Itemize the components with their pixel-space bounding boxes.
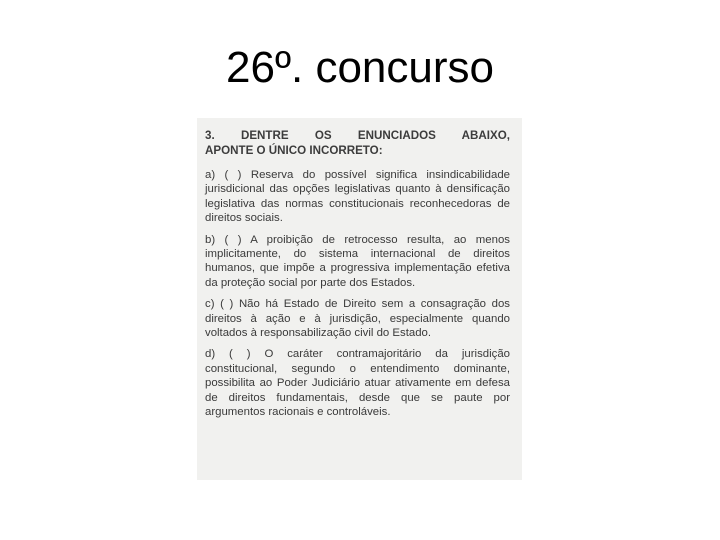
question-header <box>205 128 510 158</box>
scanned-question-image <box>197 118 522 480</box>
question-header-line1: 3. DENTRE OS ENUNCIADOS ABAIXO, <box>205 129 510 142</box>
option-a: a) ( ) Reserva do possível significa insindicabilidade jurisdicional das opções legislativas quanto à densificação legislativa das normas constitucionais reconhecedoras de direitos sociais. <box>205 169 510 225</box>
question-header-line2: APONTE O ÚNICO INCORRETO: <box>205 144 383 157</box>
option-b: b) ( ) A proibição de retrocesso resulta, ao menos implicitamente, do sistema internacional de direitos humanos, que impõe a progressiva implementação efetiva da proteção social por parte dos Estados. <box>205 233 510 289</box>
option-d: d) ( ) O caráter contramajoritário da jurisdição constitucional, segundo o entendimento dominante, possibilita ao Poder Judiciário atuar ativamente em defesa de direitos fundamentais, desde que se paute por argumentos racionais e controláveis. <box>205 348 510 419</box>
option-c: c) ( ) Não há Estado de Direito sem a consagração dos direitos à ação e à jurisdição, especialmente quando voltados à responsabilização civil do Estado. <box>205 298 510 340</box>
slide-title: 26º. concurso <box>226 43 494 92</box>
